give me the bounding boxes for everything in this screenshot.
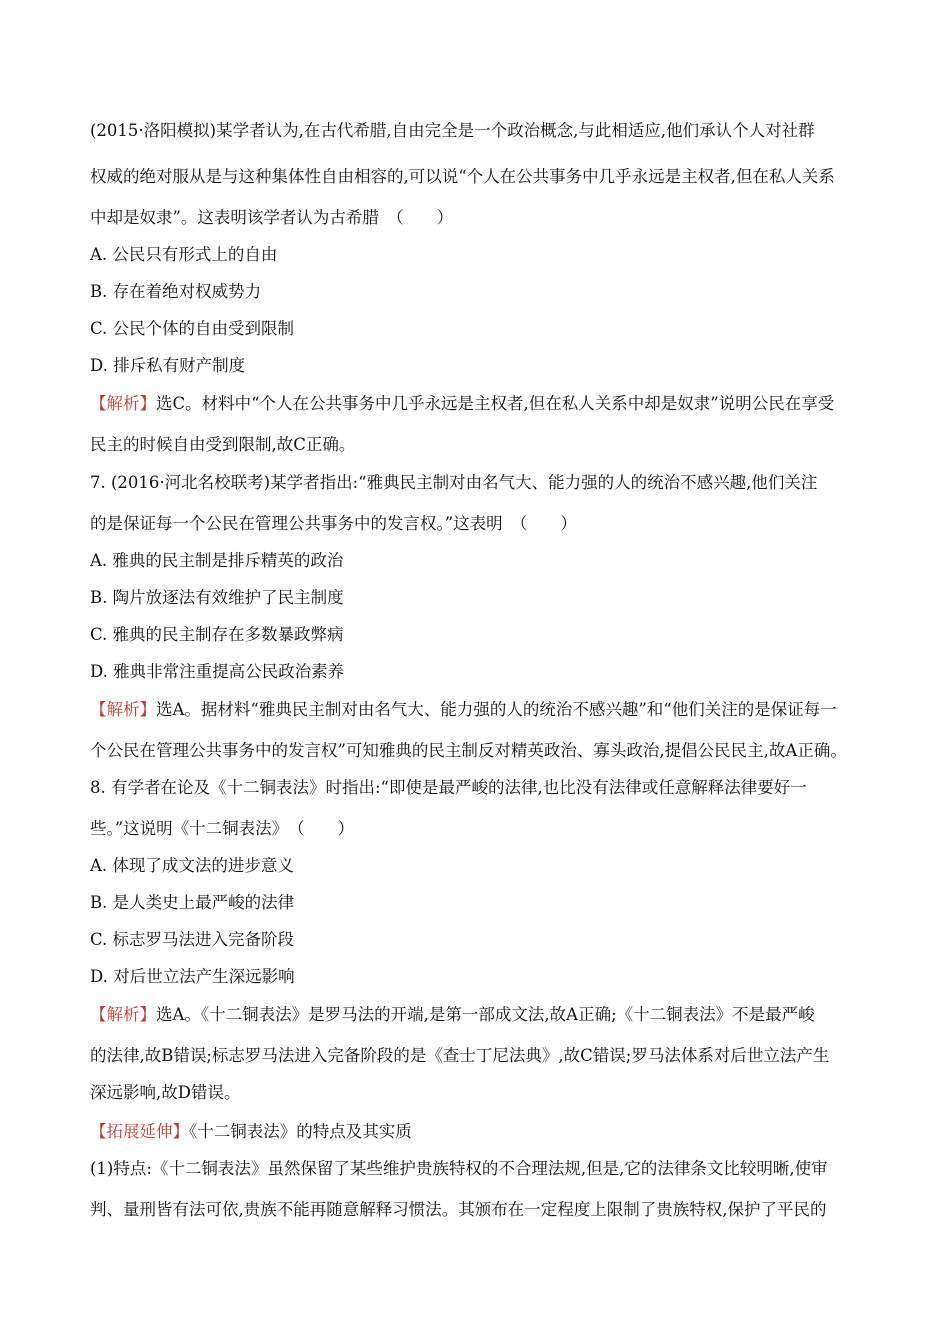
q8-stem-line-2: 些。”这说明《十二铜表法》 （ ） <box>90 819 355 838</box>
q7-stem-line-2: 的是保证每一个公民在管理公共事务中的发言权。”这表明 （ ） <box>90 514 577 533</box>
extension-line-1: (1)特点:《十二铜表法》虽然保留了某些维护贵族特权的不合理法规,但是,它的法律条文比较明晰,使审 <box>90 1159 828 1178</box>
q8-analysis-line-1 <box>90 1004 870 1026</box>
analysis-tag: 【解析】 <box>90 700 156 719</box>
q8-option-b: B. 是人类史上最严峻的法律 <box>90 893 295 912</box>
q6-option-b: B. 存在着绝对权威势力 <box>90 282 262 301</box>
q8-analysis-text-1: 选A。《十二铜表法》是罗马法的开端,是第一部成文法,故A正确;《十二铜表法》不是最严峻 <box>156 1005 815 1024</box>
q8-stem-line-1: 8. 有学者在论及《十二铜表法》时指出:“即使是最严峻的法律,也比没有法律或任意解释法律要好一 <box>90 778 807 797</box>
q8-analysis-line-2: 的法律,故B错误;标志罗马法进入完备阶段的是《查士丁尼法典》,故C错误;罗马法体系对后世立法产生 <box>90 1046 830 1065</box>
q6-option-a: A. 公民只有形式上的自由 <box>90 245 278 264</box>
q6-stem-line-3: 中却是奴隶”。这表明该学者认为古希腊 （ ） <box>90 208 454 227</box>
extension-title: 《十二铜表法》的特点及其实质 <box>189 1122 412 1141</box>
q8-option-d: D. 对后世立法产生深远影响 <box>90 967 295 986</box>
q7-analysis-line-2: 个公民在管理公共事务中的发言权”可知雅典的民主制反对精英政治、寡头政治,提倡公民民主,故A正确。 <box>90 741 847 760</box>
q8-option-c: C. 标志罗马法进入完备阶段 <box>90 930 295 949</box>
q6-stem-line-1: (2015·洛阳模拟)某学者认为,在古代希腊,自由完全是一个政治概念,与此相适应,他们承认个人对社群 <box>90 121 815 140</box>
q7-analysis-text-1: 选A。据材料“雅典民主制对由名气大、能力强的人的统治不感兴趣”和“他们关注的是保证每一 <box>156 700 837 719</box>
analysis-tag: 【解析】 <box>90 394 156 413</box>
q7-analysis-line-1 <box>90 699 870 721</box>
q7-option-c: C. 雅典的民主制存在多数暴政弊病 <box>90 625 344 644</box>
q8-analysis-line-3: 深远影响,故D错误。 <box>90 1083 241 1102</box>
q7-stem-line-1: 7. (2016·河北名校联考)某学者指出:“雅典民主制对由名气大、能力强的人的统治不感兴趣,他们关注 <box>90 473 818 492</box>
q6-option-c: C. 公民个体的自由受到限制 <box>90 319 295 338</box>
q6-analysis-line-2: 民主的时候自由受到限制,故C正确。 <box>90 435 356 454</box>
q6-analysis-text-1: 选C。材料中“个人在公共事务中几乎永远是主权者,但在私人关系中却是奴隶”说明公民在享受 <box>156 394 835 413</box>
extension-tag: 【拓展延伸】 <box>90 1122 189 1141</box>
extension-line-2: 判、量刑皆有法可依,贵族不能再随意解释习惯法。其颁布在一定程度上限制了贵族特权,保护了平民的 <box>90 1200 827 1219</box>
q7-option-b: B. 陶片放逐法有效维护了民主制度 <box>90 588 344 607</box>
q7-option-d: D. 雅典非常注重提高公民政治素养 <box>90 662 345 681</box>
q8-option-a: A. 体现了成文法的进步意义 <box>90 856 294 875</box>
analysis-tag: 【解析】 <box>90 1005 156 1024</box>
q6-stem-line-2: 权威的绝对服从是与这种集体性自由相容的,可以说“个人在公共事务中几乎永远是主权者,但在私人关系 <box>90 167 835 186</box>
q7-option-a: A. 雅典的民主制是排斥精英的政治 <box>90 551 344 570</box>
q6-option-d: D. 排斥私有财产制度 <box>90 356 246 375</box>
extension-heading <box>90 1121 870 1143</box>
q6-analysis-line-1 <box>90 393 870 415</box>
